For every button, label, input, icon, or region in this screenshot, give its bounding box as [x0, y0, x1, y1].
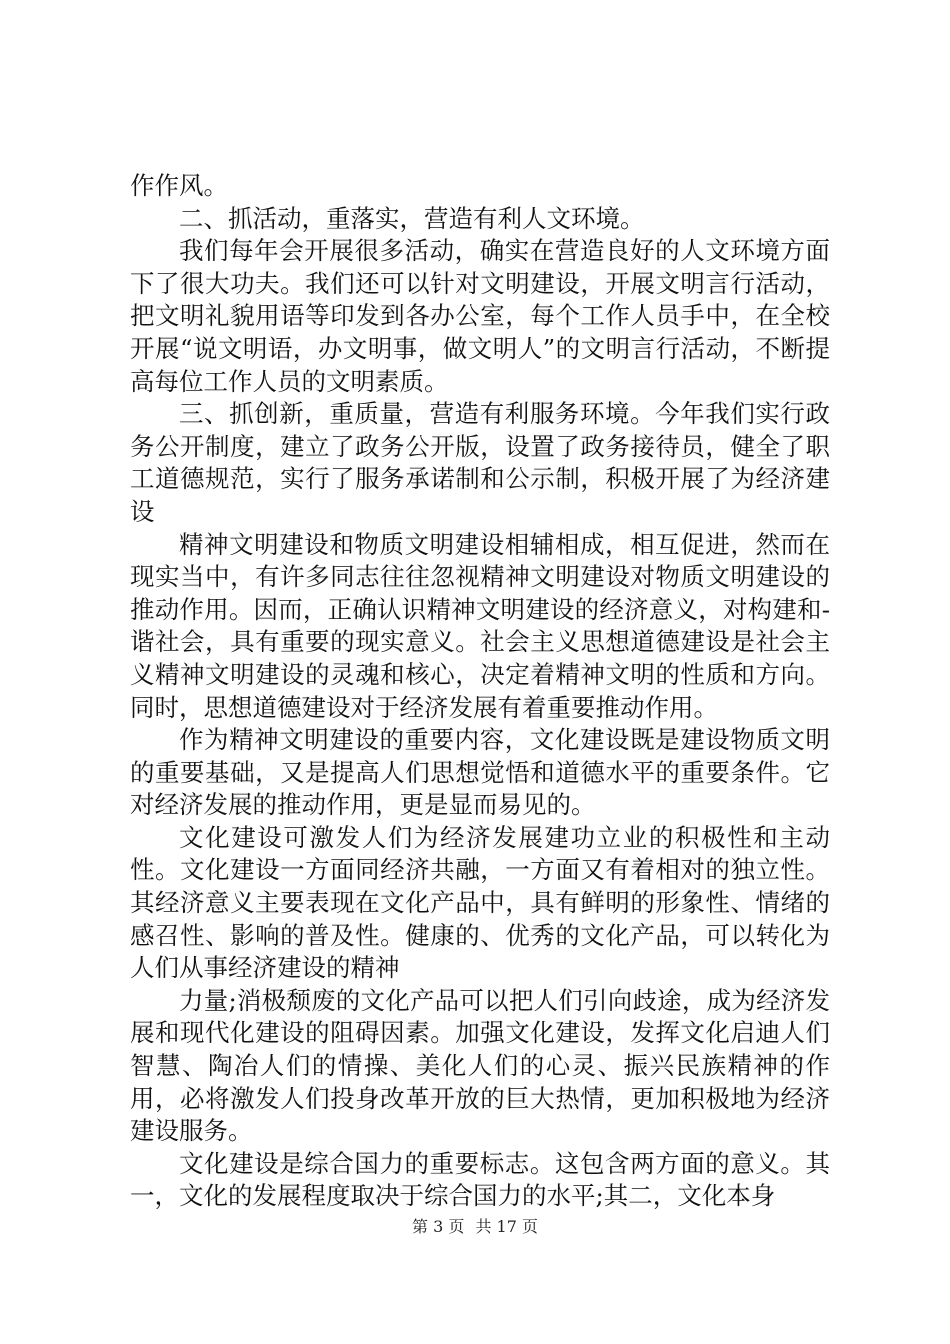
paragraph-6: 作为精神文明建设的重要内容，文化建设既是建设物质文明的重要基础，又是提高人们思想觉悟和道德水平的重要条件。它对经济发展的推动作用，更是显而易见的。 [130, 725, 830, 820]
page-number: 第 3 页 [412, 1217, 465, 1236]
paragraph-7: 文化建设可激发人们为经济发展建功立业的积极性和主动性。文化建设一方面同经济共融，一方面又有着相对的独立性。其经济意义主要表现在文化产品中，具有鲜明的形象性、情绪的感召性、影响的普及性。健康的、优秀的文化产品，可以转化为人们从事经济建设的精神 [130, 822, 830, 983]
document-body [130, 170, 830, 1213]
paragraph-4: 三、抓创新，重质量，营造有利服务环境。今年我们实行政务公开制度，建立了政务公开版，设置了政务接待员，健全了职工道德规范，实行了服务承诺制和公示制，积极开展了为经济建设 [130, 399, 830, 526]
paragraph-3: 我们每年会开展很多活动，确实在营造良好的人文环境方面下了很大功夫。我们还可以针对文明建设，开展文明言行活动，把文明礼貌用语等印发到各办公室，每个工作人员手中，在全校开展“说文明语，办文明事，做文明人”的文明言行活动，不断提高每位工作人员的文明素质。 [130, 236, 830, 396]
paragraph-5: 精神文明建设和物质文明建设相辅相成，相互促进，然而在现实当中，有许多同志往往忽视精神文明建设对物质文明建设的推动作用。因而，正确认识精神文明建设的经济意义，对构建和-谐社会，具有重要的现实意义。社会主义思想道德建设是社会主义精神文明建设的灵魂和核心，决定着精神文明的性质和方向。同时，思想道德建设对于经济发展有着重要推动作用。 [130, 529, 830, 722]
page-footer [0, 1214, 950, 1237]
paragraph-2: 二、抓活动，重落实，营造有利人文环境。 [179, 203, 645, 233]
total-pages: 共 17 页 [475, 1217, 538, 1236]
paragraph-9: 文化建设是综合国力的重要标志。这包含两方面的意义。其一，文化的发展程度取决于综合国力的水平;其二，文化本身 [130, 1148, 830, 1211]
paragraph-1: 作作风。 [130, 171, 228, 200]
paragraph-8: 力量;消极颓废的文化产品可以把人们引向歧途，成为经济发展和现代化建设的阻碍因素。加强文化建设，发挥文化启迪人们智慧、陶冶人们的情操、美化人们的心灵、振兴民族精神的作用，必将激发人们投身改革开放的巨大热情，更加积极地为经济建设服务。 [130, 985, 830, 1146]
